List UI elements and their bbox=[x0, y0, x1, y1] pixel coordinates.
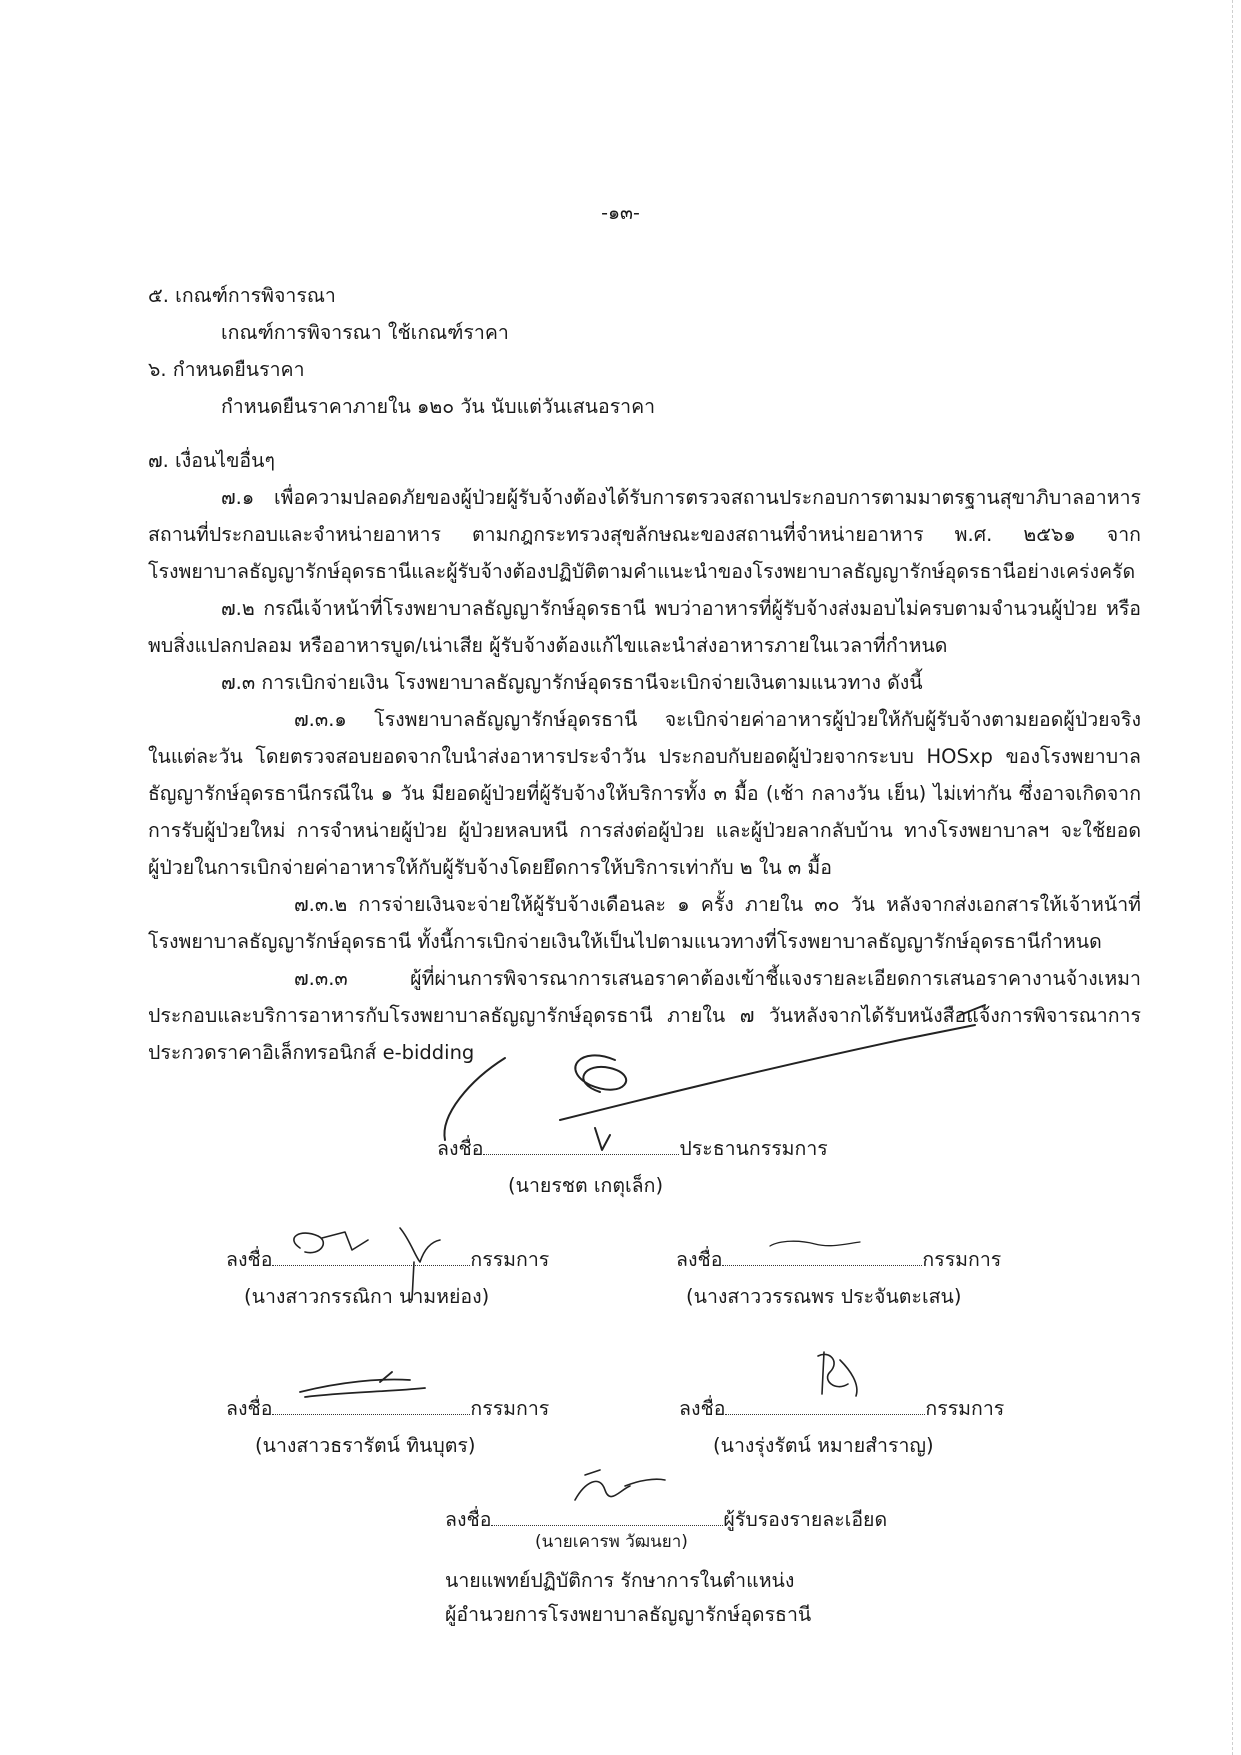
chair-sign-line bbox=[437, 1137, 828, 1160]
para-7-3-2-line-2: โรงพยาบาลธัญญารักษ์อุดรธานี ทั้งนี้การเบิกจ่ายเงินให้เป็นไปตามแนวทางที่โรงพยาบาลธัญญารักษ์อุดรธานีกำหนด bbox=[148, 930, 1102, 953]
member-3-role: กรรมการ bbox=[470, 1397, 550, 1420]
para-7-3: ๗.๓ การเบิกจ่ายเงิน โรงพยาบาลธัญญารักษ์อุดรธานีจะเบิกจ่ายเงินตามแนวทาง ดังนี้ bbox=[221, 671, 923, 694]
member-1-sign-dots bbox=[272, 1249, 470, 1266]
member-4-sign-dots bbox=[725, 1398, 925, 1415]
chair-sign-dots bbox=[483, 1138, 679, 1155]
member-2-signature bbox=[770, 1241, 860, 1246]
chair-role: ประธานกรรมการ bbox=[679, 1137, 828, 1160]
section-6-body: กำหนดยืนราคาภายใน ๑๒๐ วัน นับแต่วันเสนอราคา bbox=[221, 395, 656, 418]
member-3-signature bbox=[300, 1372, 425, 1397]
member-4-signature bbox=[818, 1352, 857, 1396]
member-1-role: กรรมการ bbox=[470, 1248, 550, 1271]
member-3-sign-line bbox=[226, 1397, 549, 1420]
member-4-sign-line bbox=[679, 1397, 1004, 1420]
para-7-3-3-line-3: ประกวดราคาอิเล็กทรอนิกส์ e-bidding bbox=[148, 1041, 475, 1064]
member-2-name: (นางสาววรรณพร ประจันตะเสน) bbox=[686, 1285, 962, 1308]
section-7-heading: ๗. เงื่อนไขอื่นๆ bbox=[148, 449, 275, 472]
scan-edge-line bbox=[1231, 0, 1233, 1755]
para-7-1-line-2: สถานที่ประกอบและจำหน่ายอาหาร ตามกฎกระทรวงสุขลักษณะของสถานที่จำหน่ายอาหาร พ.ศ. ๒๕๖๑ จาก bbox=[148, 523, 1141, 546]
member-2-sign-dots bbox=[722, 1249, 922, 1266]
member-3-sign-prefix: ลงชื่อ bbox=[226, 1397, 273, 1420]
member-3-sign-dots bbox=[272, 1398, 470, 1415]
para-7-3-1-line-3: ธัญญารักษ์อุดรธานีกรณีใน ๑ วัน มียอดผู้ป่วยที่ผู้รับจ้างให้บริการทั้ง ๓ มื้อ (เช้า กลางวัน เย็น) ไม่เท่ากัน ซึ่งอาจเกิดจาก bbox=[148, 782, 1141, 805]
para-7-3-2-line-1: ๗.๓.๒ การจ่ายเงินจะจ่ายให้ผู้รับจ้างเดือนละ ๑ ครั้ง ภายใน ๓๐ วัน หลังจากส่งเอกสารให้เจ้าหน้าที่ bbox=[294, 893, 1141, 916]
certifier-title-1: นายแพทย์ปฏิบัติการ รักษาการในตำแหน่ง bbox=[445, 1569, 795, 1592]
member-1-sign-line bbox=[226, 1248, 549, 1271]
certifier-sign-line bbox=[445, 1508, 887, 1531]
member-1-sign-prefix: ลงชื่อ bbox=[226, 1248, 273, 1271]
para-7-3-3-line-1: ๗.๓.๓ ผู้ที่ผ่านการพิจารณาการเสนอราคาต้องเข้าชี้แจงรายละเอียดการเสนอราคางานจ้างเหมา bbox=[294, 967, 1141, 990]
para-7-3-1-line-2: ในแต่ละวัน โดยตรวจสอบยอดจากใบนำส่งอาหารประจำวัน ประกอบกับยอดผู้ป่วยจากระบบ HOSxp ของโรงพยาบาล bbox=[148, 745, 1141, 768]
para-7-3-3-line-2: ประกอบและบริการอาหารกับโรงพยาบาลธัญญารักษ์อุดรธานี ภายใน ๗ วันหลังจากได้รับหนังสือแจ้งการพิจารณาการ bbox=[148, 1004, 1141, 1027]
certifier-title-2: ผู้อำนวยการโรงพยาบาลธัญญารักษ์อุดรธานี bbox=[445, 1603, 812, 1626]
certifier-sign-prefix: ลงชื่อ bbox=[445, 1508, 492, 1531]
chair-sign-prefix: ลงชื่อ bbox=[437, 1137, 484, 1160]
certifier-signature bbox=[575, 1470, 665, 1500]
section-5-body: เกณฑ์การพิจารณา ใช้เกณฑ์ราคา bbox=[221, 321, 509, 344]
member-3-name: (นางสาวธรารัตน์ ทินบุตร) bbox=[255, 1434, 476, 1457]
certifier-role: ผู้รับรองรายละเอียด bbox=[723, 1508, 888, 1531]
certifier-name: (นายเคารพ วัฒนยา) bbox=[535, 1532, 688, 1552]
para-7-1-line-3: โรงพยาบาลธัญญารักษ์อุดรธานีและผู้รับจ้างต้องปฏิบัติตามคำแนะนำของโรงพยาบาลธัญญารักษ์อุดรธานีอย่างเคร่งครัด bbox=[148, 560, 1136, 583]
member-1-name: (นางสาวกรรณิกา นามหย่อง) bbox=[244, 1285, 490, 1308]
para-7-2-line-1: ๗.๒ กรณีเจ้าหน้าที่โรงพยาบาลธัญญารักษ์อุดรธานี พบว่าอาหารที่ผู้รับจ้างส่งมอบไม่ครบตามจำนวนผู้ป่วย หรือ bbox=[221, 597, 1141, 620]
para-7-3-1-line-1: ๗.๓.๑ โรงพยาบาลธัญญารักษ์อุดรธานี จะเบิกจ่ายค่าอาหารผู้ป่วยให้กับผู้รับจ้างตามยอดผู้ป่วยจริง bbox=[294, 708, 1141, 731]
para-7-3-1-line-5: ผู้ป่วยในการเบิกจ่ายค่าอาหารให้กับผู้รับจ้างโดยยึดการให้บริการเท่ากับ ๒ ใน ๓ มื้อ bbox=[148, 856, 832, 879]
para-7-1-line-1: ๗.๑ เพื่อความปลอดภัยของผู้ป่วยผู้รับจ้างต้องได้รับการตรวจสถานประกอบการตามมาตรฐานสุขาภิบาลอาหาร bbox=[221, 486, 1141, 509]
section-5-heading: ๕. เกณฑ์การพิจารณา bbox=[148, 284, 336, 307]
member-2-sign-line bbox=[676, 1248, 1001, 1271]
member-4-sign-prefix: ลงชื่อ bbox=[679, 1397, 726, 1420]
member-2-role: กรรมการ bbox=[922, 1248, 1002, 1271]
member-2-sign-prefix: ลงชื่อ bbox=[676, 1248, 723, 1271]
section-6-heading: ๖. กำหนดยืนราคา bbox=[148, 358, 305, 381]
chair-name: (นายรชต เกตุเล็ก) bbox=[508, 1174, 664, 1197]
member-4-name: (นางรุ่งรัตน์ หมายสำราญ) bbox=[713, 1434, 934, 1457]
para-7-2-line-2: พบสิ่งแปลกปลอม หรืออาหารบูด/เน่าเสีย ผู้รับจ้างต้องแก้ไขและนำส่งอาหารภายในเวลาที่กำหนด bbox=[148, 634, 948, 657]
member-4-role: กรรมการ bbox=[925, 1397, 1005, 1420]
certifier-sign-dots bbox=[491, 1509, 723, 1526]
page-number: -๑๓- bbox=[601, 202, 640, 224]
para-7-3-1-line-4: การรับผู้ป่วยใหม่ การจำหน่ายผู้ป่วย ผู้ป่วยหลบหนี การส่งต่อผู้ป่วย และผู้ป่วยลากลับบ้าน ทางโรงพยาบาลฯ จะใช้ยอด bbox=[148, 819, 1141, 842]
